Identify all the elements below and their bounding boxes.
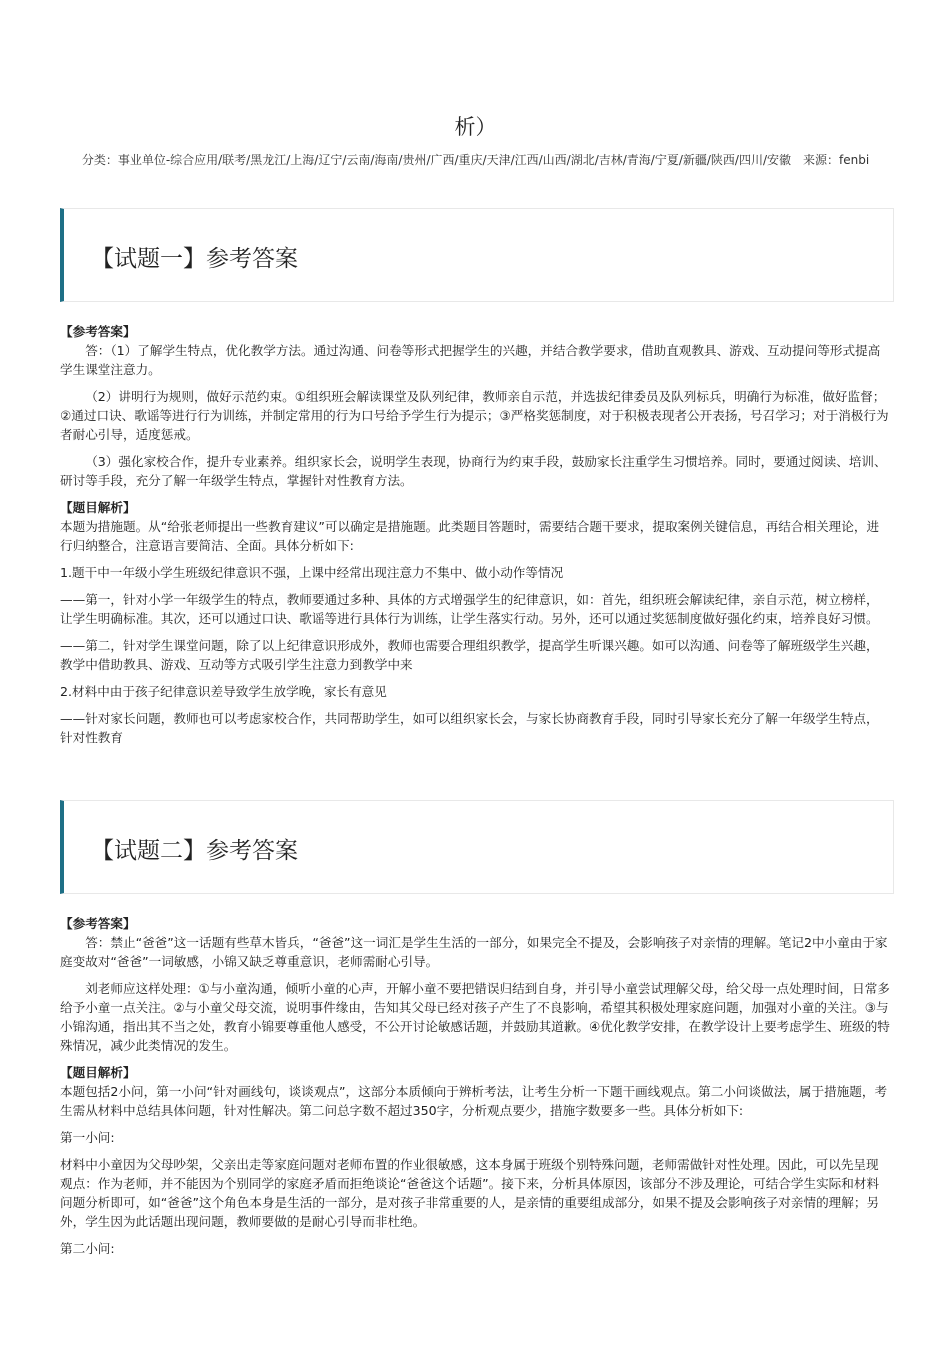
section-1-answer (60, 322, 891, 755)
analysis-label: 【题目解析】 (60, 500, 136, 515)
answer-paragraph: 刘老师应这样处理：①与小童沟通，倾听小童的心声，开解小童不要把错误归结到自身，并引导小童尝试理解父母，给父母一点处理时间，日常多给予小童一点关注。②与小童父母交流，说明事件缘由，告知其父母已经对孩子产生了不良影响，希望其积极处理家庭问题，加强对小童的关注。③与小锦沟通，指出其不当之处，教育小锦要尊重他人感受，不公开讨论敏感话题，并鼓励其道歉。④优化教学安排，在教学设计上要考虑学生、班级的特殊情况，减少此类情况的发生。 (60, 981, 890, 1053)
answer-paragraph: 答：（1）了解学生特点，优化教学方法。通过沟通、问卷等形式把握学生的兴趣，并结合教学要求，借助直观教具、游戏、互动提问等形式提高学生课堂注意力。 (60, 343, 881, 377)
analysis-paragraph: 1.题干中一年级小学生班级纪律意识不强，上课中经常出现注意力不集中、做小动作等情况 (60, 565, 564, 580)
analysis-paragraph: 2.材料中由于孩子纪律意识差导致学生放学晚，家长有意见 (60, 684, 387, 699)
answer-paragraph: 答：禁止“爸爸”这一话题有些草木皆兵，“爸爸”这一词汇是学生生活的一部分，如果完全不提及，会影响孩子对亲情的理解。笔记2中小童由于家庭变故对“爸爸”一词敏感，小锦又缺乏尊重意识，老师需耐心引导。 (60, 935, 888, 969)
analysis-paragraph: 第一小问: (60, 1130, 115, 1145)
answer-paragraph: （3）强化家校合作，提升专业素养。组织家长会，说明学生表现，协商行为约束手段，鼓励家长注重学生习惯培养。同时，要通过阅读、培训、研讨等手段，充分了解一年级学生特点，掌握针对性教育方法。 (60, 454, 887, 488)
section-1-header (60, 208, 894, 302)
analysis-paragraph: ——针对家长问题，教师也可以考虑家校合作，共同帮助学生，如可以组织家长会，与家长协商教育手段，同时引导家长充分了解一年级学生特点，针对性教育 (60, 711, 879, 745)
answer-label: 【参考答案】 (60, 324, 136, 339)
answer-label: 【参考答案】 (60, 916, 136, 931)
analysis-paragraph: 本题为措施题。从“给张老师提出一些教育建议”可以确定是措施题。此类题目答题时，需要结合题干要求，提取案例关键信息，再结合相关理论，进行归纳整合，注意语言要简洁、全面。具体分析如下: (60, 519, 880, 553)
analysis-paragraph: ——第一，针对小学一年级学生的特点，教师要通过多种、具体的方式增强学生的纪律意识，如：首先，组织班会解读纪律，亲自示范，树立榜样，让学生明确标准。其次，还可以通过口诀、歌谣等进行具体行为训练，让学生落实行动。另外，还可以通过奖惩制度做好强化约束，培养良好习惯。 (60, 592, 879, 626)
analysis-label: 【题目解析】 (60, 1065, 136, 1080)
analysis-paragraph: 第二小问: (60, 1241, 115, 1256)
section-2-title: 【试题二】参考答案 (91, 838, 298, 864)
section-1-title: 【试题一】参考答案 (91, 246, 298, 272)
analysis-paragraph: ——第二，针对学生课堂问题，除了以上纪律意识形成外，教师也需要合理组织教学，提高学生听课兴趣。如可以沟通、问卷等了解班级学生兴趣，教学中借助教具、游戏、互动等方式吸引学生注意力到教学中来 (60, 638, 879, 672)
section-2-answer (60, 914, 891, 1266)
section-2-header (60, 800, 894, 894)
document-meta: 分类：事业单位-综合应用/联考/黑龙江/上海/辽宁/云南/海南/贵州/广西/重庆/天津/江西/山西/湖北/吉林/青海/宁夏/新疆/陕西/四川/安徽 来源：fenbi (81, 153, 870, 167)
analysis-paragraph: 材料中小童因为父母吵架，父亲出走等家庭问题对老师布置的作业很敏感，这本身属于班级个别特殊问题，老师需做针对性处理。因此，可以先呈现观点：作为老师，并不能因为个别同学的家庭矛盾而拒绝谈论“爸爸这个话题”。接下来，分析具体原因，该部分不涉及理论，可结合学生实际和材料问题分析即可，如“爸爸”这个角色本身是生活的一部分，是对孩子非常重要的人，是亲情的重要组成部分，如果不提及会影响孩子对亲情的理解；另外，学生因为此话题出现问题，教师要做的是耐心引导而非杜绝。 (60, 1157, 880, 1229)
analysis-paragraph: 本题包括2小问，第一小问“针对画线句，谈谈观点”，这部分本质倾向于辨析考法，让考生分析一下题干画线观点。第二小问谈做法，属于措施题，考生需从材料中总结具体问题，针对性解决。第二问总字数不超过350字，分析观点要少，措施字数要多一些。具体分析如下: (60, 1084, 888, 1118)
answer-paragraph: （2）讲明行为规则，做好示范约束。①组织班会解读课堂及队列纪律，教师亲自示范，并选拔纪律委员及队列标兵，明确行为标准，做好监督；②通过口诀、歌谣等进行行为训练，并制定常用的行为口号给予学生行为提示；③严格奖惩制度，对于积极表现者公开表扬，号召学习；对于消极行为者耐心引导，适度惩戒。 (60, 389, 889, 442)
document-title: 析） (454, 115, 497, 139)
